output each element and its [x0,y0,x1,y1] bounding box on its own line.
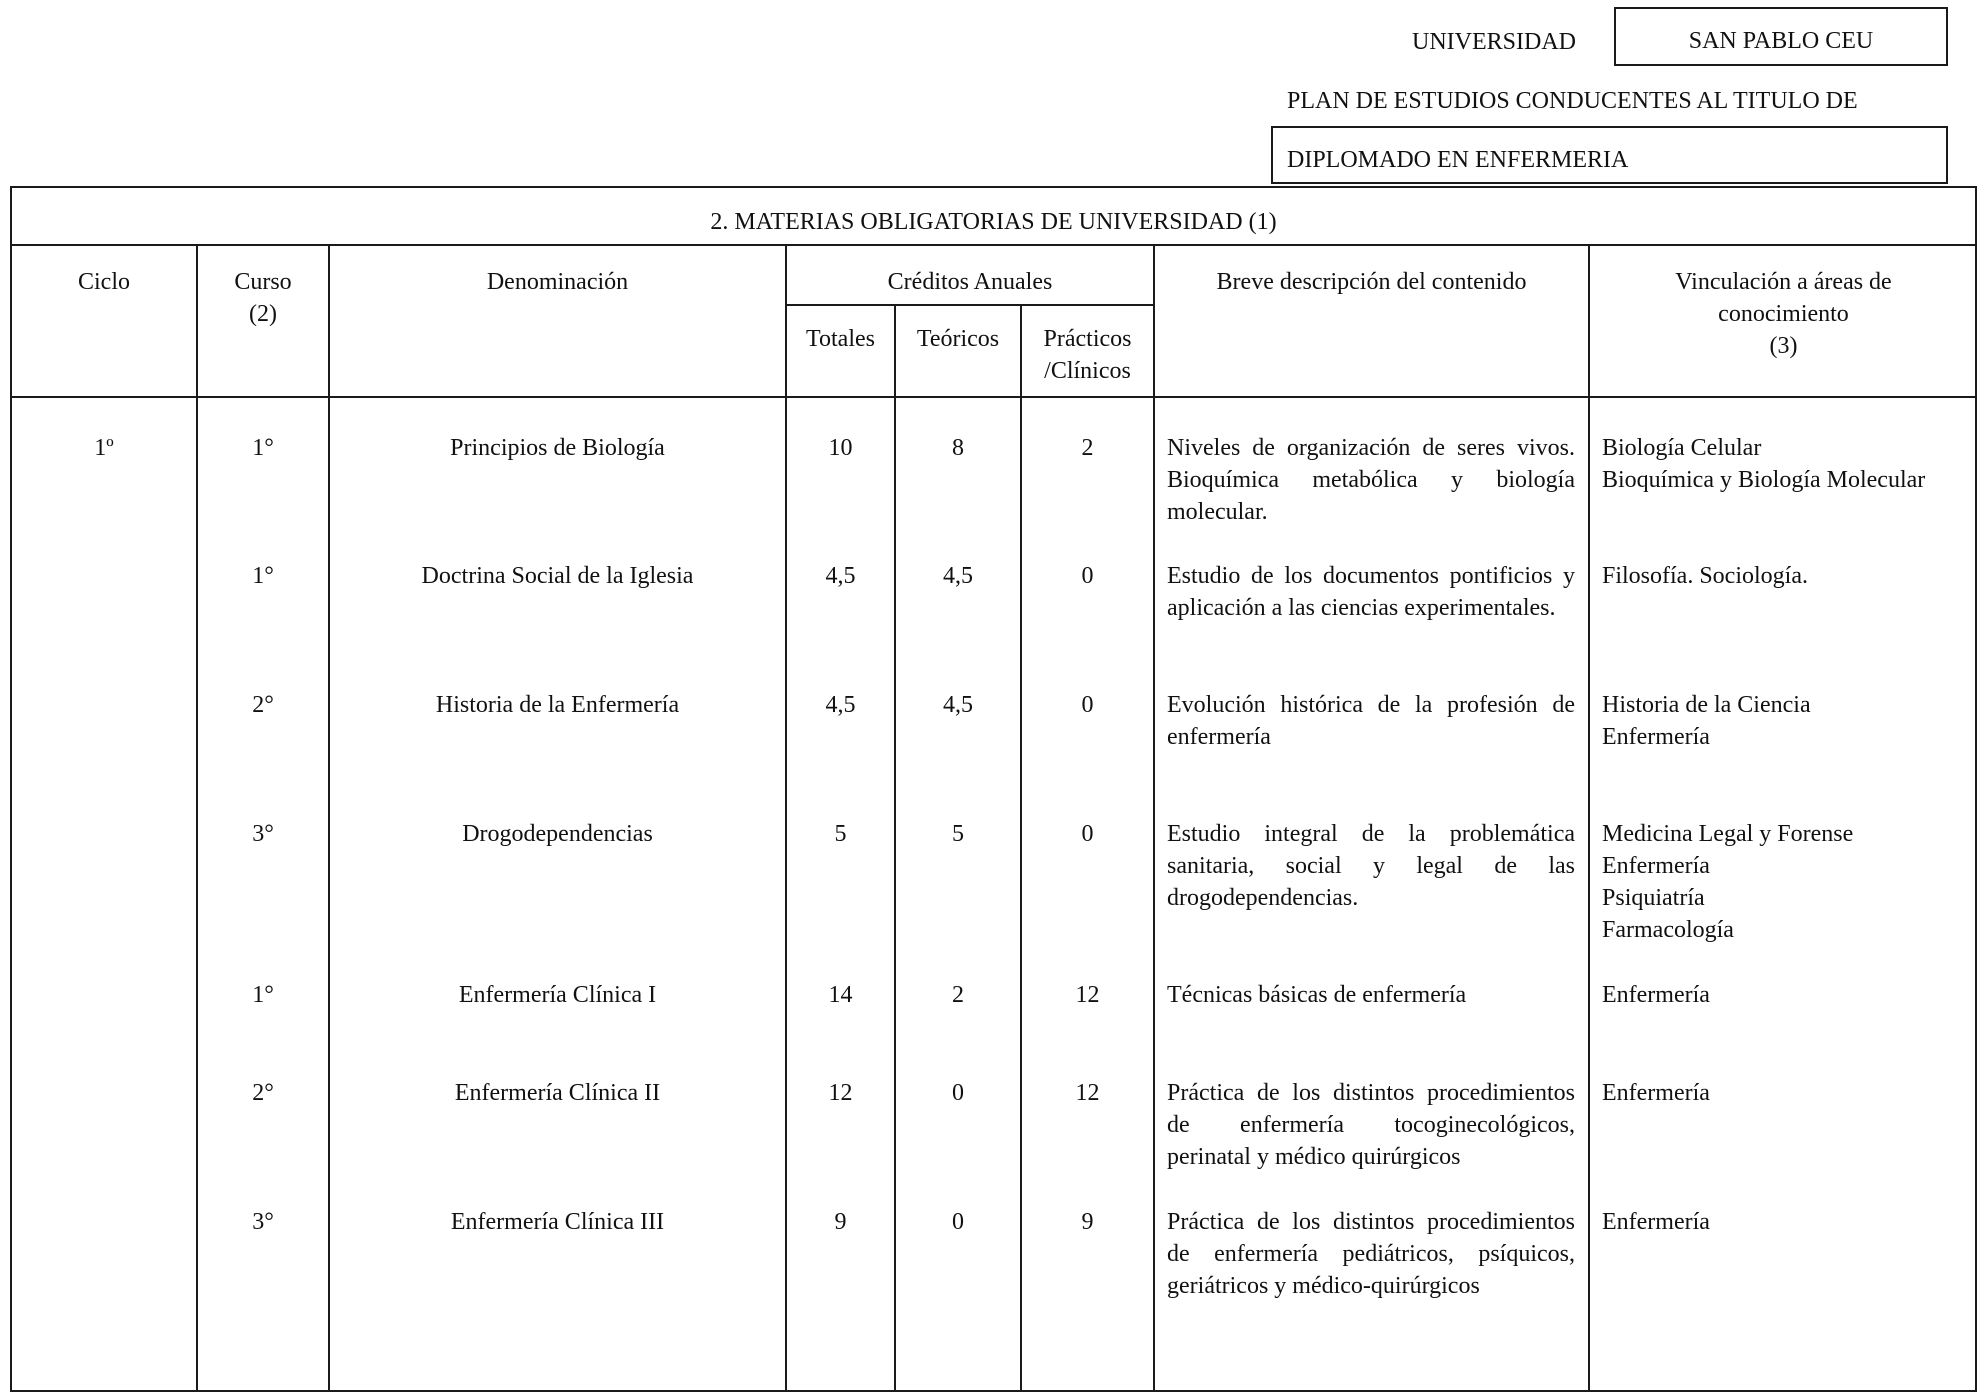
cell-totales: 4,5 [825,563,856,589]
cell-teoricos: 0 [952,1209,964,1235]
cell-area: Filosofía. Sociología. [1602,563,1808,589]
university-label: UNIVERSIDAD [1412,29,1576,55]
degree-title: DIPLOMADO EN ENFERMERIA [1287,147,1629,173]
cell-totales: 9 [834,1209,847,1235]
table-title: 2. MATERIAS OBLIGATORIAS DE UNIVERSIDAD (1) [710,209,1277,235]
cell-practicos: 12 [1075,982,1100,1008]
header-ciclo: Ciclo [78,269,130,295]
ciclo-value: 1º [94,435,114,461]
col-divider-creditos [1153,244,1155,1390]
cell-area: Enfermería [1602,982,1710,1008]
cell-descripcion: Estudio integral de la problemática sanitaria, social y legal de las drogodependencias. [1167,821,1575,911]
cell-curso: 3° [252,821,274,847]
header-totales: Totales [806,326,875,352]
cell-area: Historia de la Ciencia [1602,692,1811,718]
cell-totales: 4,5 [825,692,856,718]
cell-descripcion: Técnicas básicas de enfermería [1167,982,1467,1008]
cell-curso: 3° [252,1209,274,1235]
cell-totales: 12 [828,1080,853,1106]
cell-practicos: 0 [1081,692,1094,718]
col-divider-descripcion [1588,244,1590,1390]
university-name: SAN PABLO CEU [1688,28,1874,54]
header-creditos: Créditos Anuales [887,269,1053,295]
plan-label: PLAN DE ESTUDIOS CONDUCENTES AL TITULO DE [1287,88,1858,114]
cell-teoricos: 4,5 [943,692,973,718]
title-rule [12,244,1975,246]
cell-curso: 2° [252,1080,274,1106]
cell-totales: 10 [828,435,853,461]
cell-denominacion: Enfermería Clínica III [450,1209,665,1235]
cell-totales: 5 [834,821,847,847]
cell-area: Enfermería [1602,1209,1710,1235]
cell-descripcion: Estudio de los documentos pontificios y aplicación a las ciencias experimentales. [1167,563,1575,621]
cell-curso: 1° [252,563,274,589]
header-vinculacion-note: (3) [1769,333,1798,359]
cell-area: Biología Celular [1602,435,1762,461]
cell-totales: 14 [828,982,853,1008]
cell-descripcion: Evolución histórica de la profesión de enfermería [1167,692,1575,750]
cell-area: Medicina Legal y Forense [1602,821,1854,847]
cell-practicos: 0 [1081,563,1094,589]
cell-denominacion: Principios de Biología [450,435,665,461]
cell-teoricos: 2 [952,982,964,1008]
cell-denominacion: Historia de la Enfermería [435,692,680,718]
university-name-box [1614,7,1948,66]
header-vinculacion: Vinculación a áreas de [1675,269,1892,295]
creditos-rule [785,304,1155,306]
cell-denominacion: Enfermería Clínica II [454,1080,661,1106]
cell-denominacion: Drogodependencias [462,821,653,847]
cell-area: Enfermería [1602,853,1710,879]
cell-denominacion: Enfermería Clínica I [458,982,657,1008]
header-denominacion: Denominación [486,269,629,295]
cell-practicos: 0 [1081,821,1094,847]
cell-practicos: 9 [1081,1209,1094,1235]
cell-area: Enfermería [1602,724,1710,750]
cell-curso: 1° [252,435,274,461]
cell-descripcion: Práctica de los distintos procedimientos de enfermería tocoginecológicos, perinatal y médico quirúrgicos [1167,1080,1575,1170]
header-conocimiento: conocimiento [1718,301,1849,327]
header-teoricos: Teóricos [916,326,1000,352]
cell-area: Bioquímica y Biología Molecular [1602,467,1926,493]
cell-area: Enfermería [1602,1080,1710,1106]
cell-curso: 2° [252,692,274,718]
cell-curso: 1° [252,982,274,1008]
cell-teoricos: 4,5 [943,563,973,589]
header-practicos: Prácticos [1043,326,1132,352]
cell-descripcion: Práctica de los distintos procedimientos de enfermería pediátricos, psíquicos, geriátricos y médico-quirúrgicos [1167,1209,1575,1299]
cell-descripcion: Niveles de organización de seres vivos. Bioquímica metabólica y biología molecular. [1167,435,1575,525]
cell-area: Farmacología [1602,917,1734,943]
cell-denominacion: Doctrina Social de la Iglesia [421,563,694,589]
cell-practicos: 2 [1081,435,1094,461]
header-curso-note: (2) [249,301,277,327]
cell-area: Psiquiatría [1602,885,1705,911]
subjects-table [10,186,1977,1392]
header-descripcion: Breve descripción del contenido [1216,269,1527,295]
header-rule [12,396,1975,398]
header-curso: Curso [234,269,292,295]
cell-teoricos: 0 [952,1080,964,1106]
cell-teoricos: 8 [952,435,964,461]
header-clinicos: /Clínicos [1044,358,1131,384]
cell-practicos: 12 [1075,1080,1100,1106]
cell-teoricos: 5 [952,821,964,847]
degree-box [1271,126,1948,184]
